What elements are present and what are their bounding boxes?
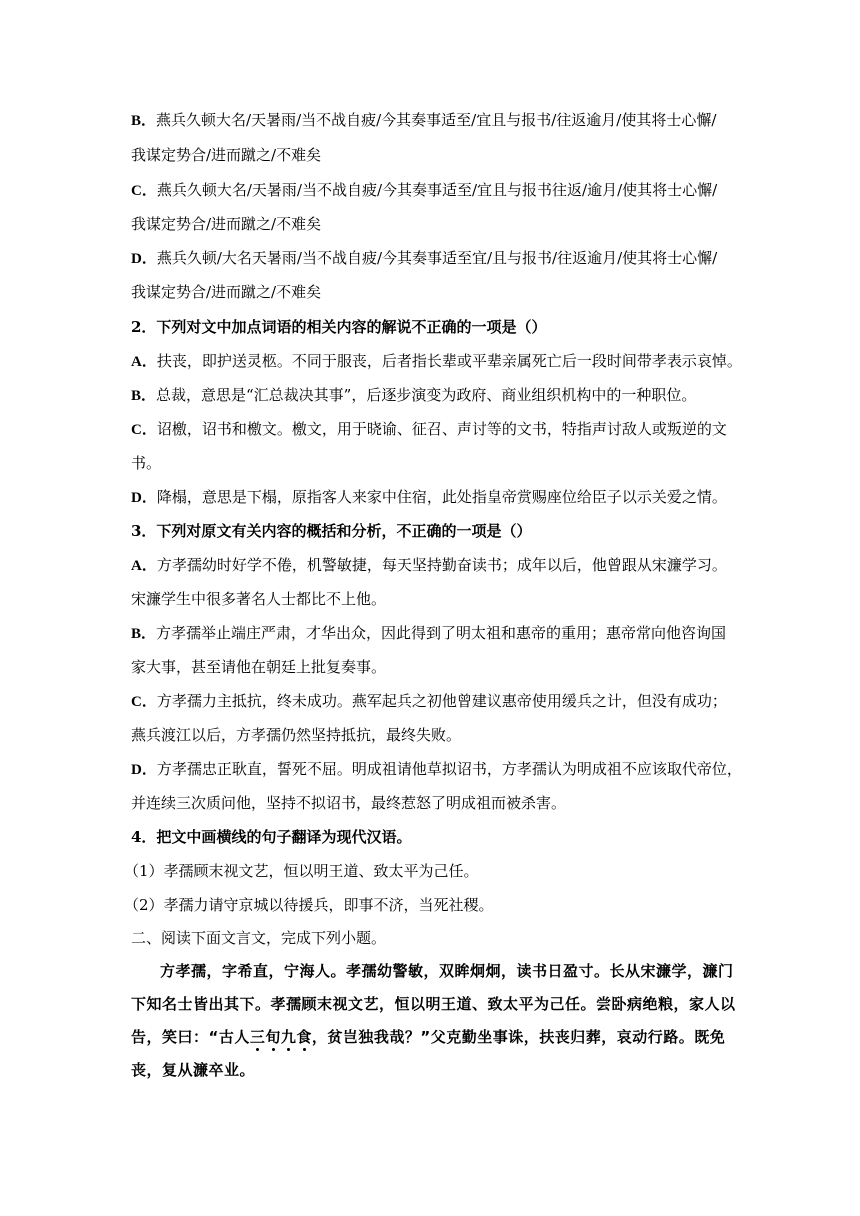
- question-2-stem: 2．下列对文中加点词语的相关内容的解说不正确的一项是（）: [131, 318, 547, 336]
- emphasis-dotted-char: 食: [296, 1028, 312, 1046]
- emphasis-dotted-char: 九: [280, 1028, 297, 1046]
- q1-option-d-line2: 我谋定势合/进而蹴之/不难矣: [131, 283, 322, 301]
- q3-option-d-line2: 并连续三次质问他，坚持不拟诏书，最终惹怒了明成祖而被杀害。: [131, 794, 567, 812]
- q4-sentence-2: （2）孝孺力请守京城以待援兵，即事不济，当死社稷。: [124, 896, 494, 914]
- q2-option-b: B．总裁，意思是“汇总裁决其事”，后逐步演变为政府、商业组织机构中的一种职位。: [131, 386, 697, 404]
- q1-option-b-line1: B．燕兵久顿大名/天暑雨/当不战自疲/今其奏事适至/宜且与报书/往返逾月/使其将士心懈/: [131, 111, 717, 129]
- emphasis-dotted-char: 三: [249, 1028, 266, 1046]
- q3-option-b-line2: 家大事，甚至请他在朝廷上批复奏事。: [131, 658, 387, 676]
- q3-option-b-line1: B．方孝孺举止端庄严肃，才华出众，因此得到了明太祖和惠帝的重用；惠帝常向他咨询国: [131, 624, 727, 642]
- emphasis-dotted-char: 旬: [265, 1028, 281, 1046]
- q3-option-c-line2: 燕兵渡江以后，方孝孺仍然坚持抵抗，最终失败。: [131, 726, 462, 744]
- q3-option-a-line2: 宋濂学生中很多著名人士都比不上他。: [131, 590, 387, 608]
- q2-option-d: D．降榻，意思是下榻，原指客人来家中住宿，此处指皇帝赏赐座位给臣子以示关爱之情。: [131, 488, 727, 506]
- q3-option-c-line1: C．方孝孺力主抵抗，终未成功。燕军起兵之初他曾建议惠帝使用缓兵之计，但没有成功；: [131, 692, 727, 710]
- q2-option-a: A．扶丧，即护送灵柩。不同于服丧，后者指长辈或平辈亲属死亡后一段时间带孝表示哀悼。: [131, 352, 742, 370]
- q1-option-c-line1: C．燕兵久顿大名/天暑雨/当不战自疲/今其奏事适至/宜且与报书往返/逾月/使其将士心懈/: [131, 181, 718, 199]
- q2-option-c-line1: C．诏檄，诏书和檄文。檄文，用于晓谕、征召、声讨等的文书，特指声讨敌人或叛逆的文: [131, 420, 727, 438]
- q4-sentence-1: （1）孝孺顾末视文艺，恒以明王道、致太平为己任。: [124, 862, 479, 880]
- question-3-stem: 3．下列对原文有关内容的概括和分析，不正确的一项是（）: [131, 522, 532, 540]
- passage-line-4: 丧，复从濂卒业。: [131, 1061, 256, 1079]
- q1-option-d-line1: D．燕兵久顿/大名天暑雨/当不战自疲/今其奏事适至宜/且与报书/往返逾月/使其将士心懈/: [131, 249, 718, 267]
- passage-line-1: 方孝孺，字希直，宁海人。孝孺幼警敏，双眸炯炯，读书日盈寸。长从宋濂学，濂门: [160, 962, 734, 980]
- passage-line-3: 告，笑曰：“古人三旬九食，贫岂独我哉？”父克勤坐事诛，扶丧归葬，哀动行路。既免: [131, 1028, 726, 1046]
- q1-option-c-line2: 我谋定势合/进而蹴之/不难矣: [131, 215, 322, 233]
- q3-option-a-line1: A．方孝孺幼时好学不倦，机警敏捷，每天坚持勤奋读书；成年以后，他曾跟从宋濂学习。: [131, 556, 727, 574]
- q2-option-c-line2: 书。: [131, 454, 162, 472]
- section-2-heading: 二、阅读下面文言文，完成下列小题。: [131, 929, 387, 947]
- q1-option-b-line2: 我谋定势合/进而蹴之/不难矣: [131, 146, 322, 164]
- question-4-stem: 4．把文中画横线的句子翻译为现代汉语。: [131, 828, 412, 846]
- q3-option-d-line1: D．方孝孺忠正耿直，誓死不屈。明成祖请他草拟诏书，方孝孺认为明成祖不应该取代帝位，: [131, 760, 742, 778]
- passage-line-2: 下知名士皆出其下。孝孺顾末视文艺，恒以明王道、致太平为己任。尝卧病绝粮，家人以: [131, 995, 736, 1013]
